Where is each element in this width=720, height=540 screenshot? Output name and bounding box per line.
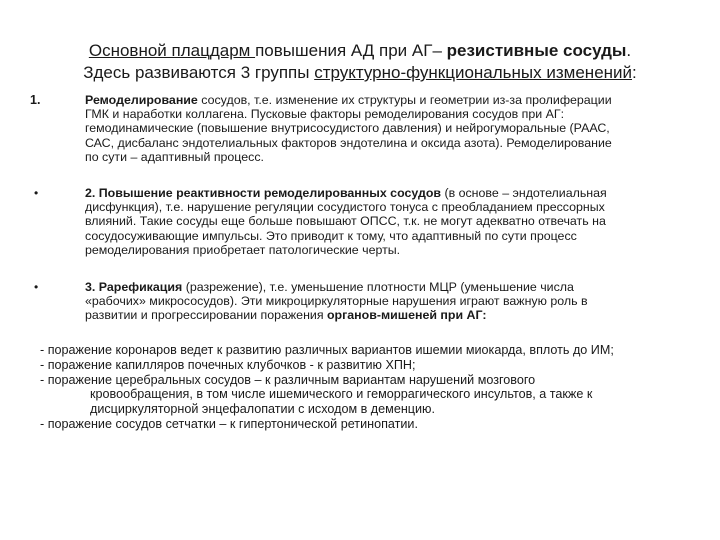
text: сосудов, т.е. изменение их структуры и геометрии из-за пролиферации — [197, 93, 612, 107]
title-underlined-text: Основной плацдарм — [88, 41, 256, 60]
consequence-line: дисциркуляторной энцефалопатии с исходом в деменцию. — [90, 402, 435, 417]
text-line: влияний. Такие сосуды еще больше повышают ОПСС, т.к. не могут адекватно отвечать на — [85, 214, 606, 229]
title-bold-text: резистивные сосуды — [446, 41, 627, 60]
bold-term: Ремоделирование — [85, 93, 198, 107]
title-punct: . — [626, 41, 632, 60]
title-punct: : — [632, 63, 637, 82]
text-line: ремоделирования приобретает патологические черты. — [85, 242, 401, 257]
title-line-2 — [0, 62, 720, 84]
text-line: сосудосуживающие импульсы. Это приводит к тому, что адаптивный по сути процесс — [85, 228, 577, 243]
consequence-line: - поражение церебральных сосудов – к различным вариантам нарушений мозгового — [40, 372, 536, 387]
list-item-rarefaction — [85, 280, 685, 323]
bold-term: 3. Рарефикация — [85, 280, 183, 294]
consequence-line: - поражение коронаров ведет к развитию различных вариантов ишемии миокарда, вплоть до ИМ; — [40, 343, 614, 357]
text-line: ГМК и наработки коллагена. Пусковые факторы ремоделирования сосудов при АГ: — [85, 107, 565, 122]
slide-title — [0, 40, 720, 84]
consequence-line: кровообращения, в том числе ишемического и геморрагического инсультов, а также к — [90, 387, 593, 402]
consequence-line: - поражение капилляров почечных клубочков - к развитию ХПН; — [40, 357, 416, 372]
text-line: по сути – адаптивный процесс. — [85, 149, 264, 164]
bullet-icon: • — [34, 280, 39, 294]
list-item-remodeling — [85, 93, 685, 164]
text-line: САС, дисбаланс эндотелиальных факторов эндотелина и оксида азота). Ремоделирование — [85, 135, 612, 150]
title-text: Здесь развиваются 3 группы — [83, 63, 315, 82]
text-line — [85, 186, 685, 200]
text-line: гемодинамические (повышение внутрисосудистого давления) и нейрогуморальные (РААС, — [85, 121, 610, 136]
item-1-marker: 1. — [30, 93, 41, 107]
text: (в основе – эндотелиальная — [441, 186, 607, 200]
title-text: повышения АД при АГ– — [255, 41, 447, 60]
text-line: «рабочих» микрососудов). Эти микроциркуляторные нарушения играют важную роль в — [85, 294, 588, 309]
bold-term: 2. Повышение реактивности ремоделированных сосудов — [85, 186, 441, 200]
bold-term: органов-мишеней при АГ: — [326, 308, 487, 323]
consequences-list — [40, 343, 700, 432]
text: развитии и прогрессировании поражения — [85, 308, 327, 323]
text-line — [85, 280, 685, 294]
title-line-1 — [0, 40, 720, 62]
text-line — [85, 308, 685, 322]
text: (разрежение), т.е. уменьшение плотности МЦР (уменьшение числа — [182, 280, 574, 294]
list-item-reactivity — [85, 186, 685, 257]
text-line — [85, 93, 685, 107]
bullet-icon: • — [34, 186, 39, 200]
consequence-line: - поражение сосудов сетчатки – к гипертонической ретинопатии. — [40, 416, 418, 431]
title-underlined-text: структурно-функциональных изменений — [314, 63, 633, 82]
text-line: дисфункция), т.е. нарушение регуляции сосудистого тонуса с преобладанием прессорных — [85, 200, 605, 215]
